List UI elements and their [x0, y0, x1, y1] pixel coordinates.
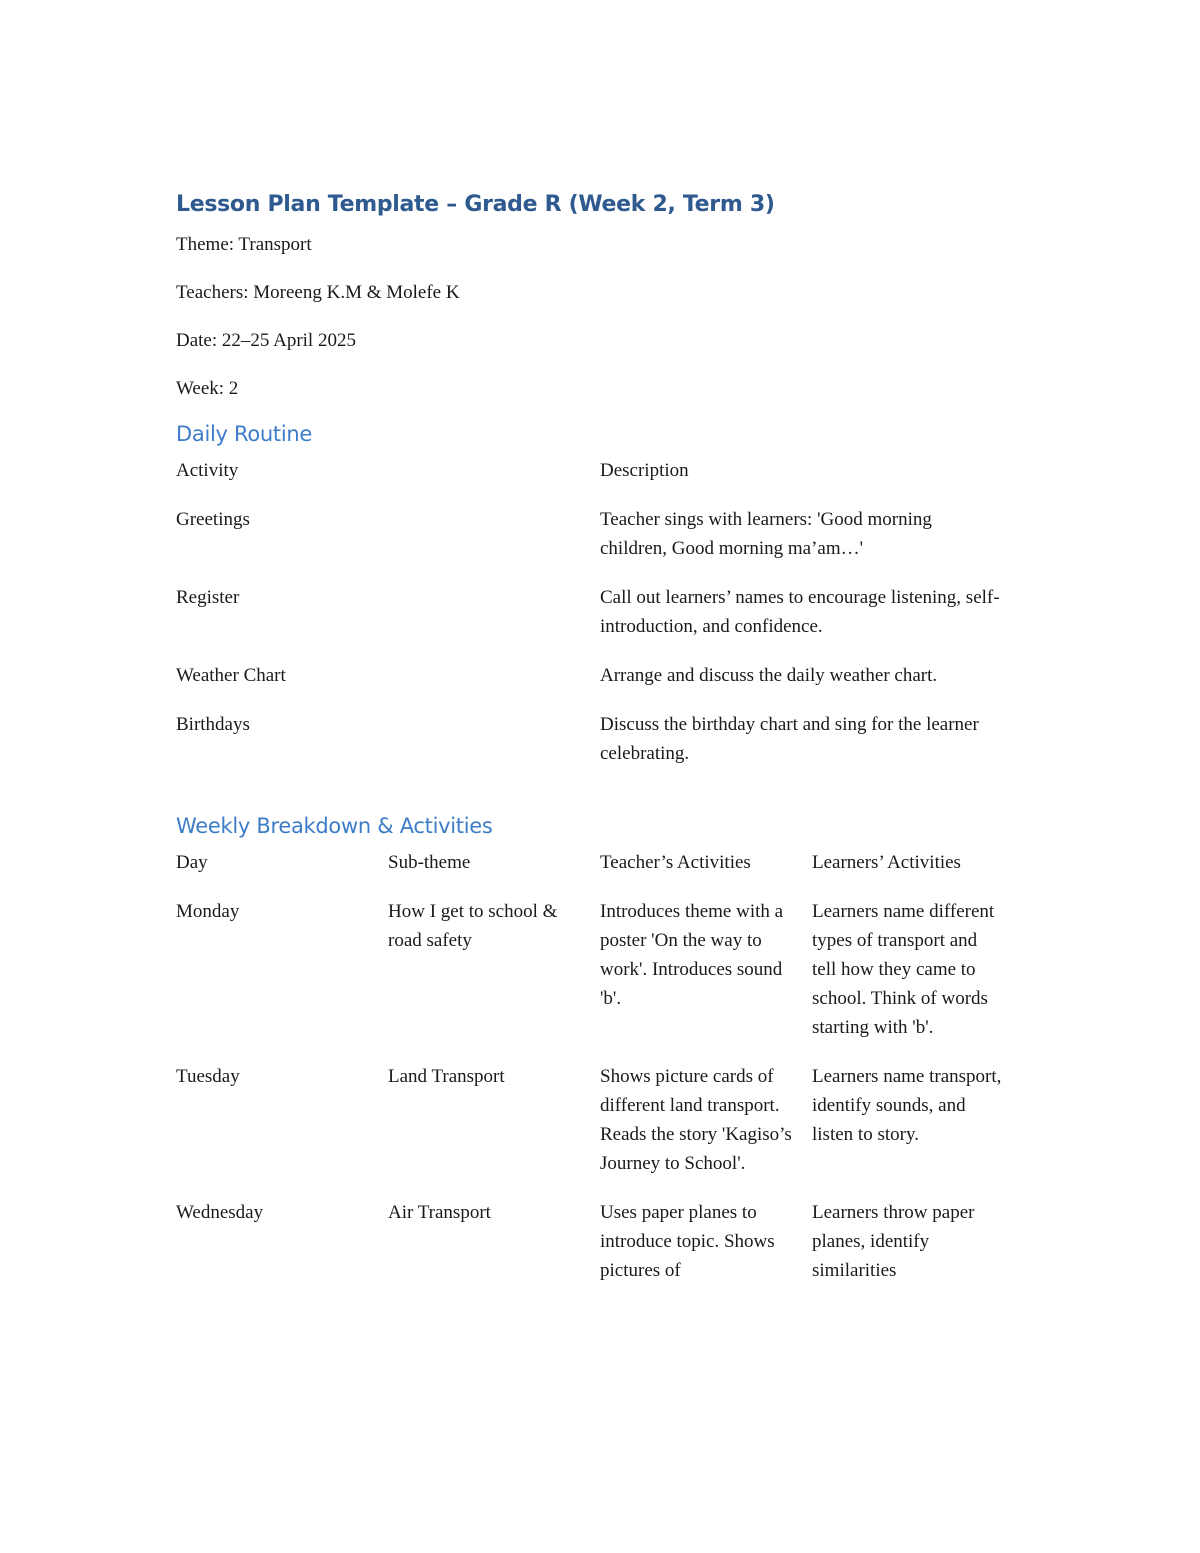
- column-header-day: Day: [176, 852, 208, 873]
- column-header-activity: Activity: [176, 460, 239, 481]
- daily-routine-table: [176, 456, 1012, 788]
- weekly-day: Tuesday: [176, 1066, 240, 1087]
- routine-description: Arrange and discuss the daily weather chart.: [600, 665, 938, 686]
- column-header-subtheme: Sub-theme: [388, 852, 471, 873]
- week-line: Week: 2: [176, 378, 239, 399]
- theme-line: Theme: Transport: [176, 234, 312, 255]
- date-line: Date: 22–25 April 2025: [176, 330, 356, 351]
- column-header-teacher-activities: Teacher’s Activities: [600, 852, 751, 873]
- weekly-learner-activity: Learners name different types of transport and tell how they came to school. Think of words starting with 'b'.: [812, 901, 995, 1038]
- teachers-line: Teachers: Moreeng K.M & Molefe K: [176, 282, 460, 303]
- weekly-subtheme: Air Transport: [388, 1202, 491, 1223]
- document-title: Lesson Plan Template – Grade R (Week 2, Term 3): [176, 192, 775, 217]
- routine-activity: Birthdays: [176, 714, 250, 735]
- table-header-row: [176, 456, 1012, 505]
- table-row: [176, 710, 1012, 788]
- weekly-learner-activity: Learners throw paper planes, identify similarities: [812, 1202, 975, 1281]
- weekly-teacher-activity: Shows picture cards of different land transport. Reads the story 'Kagiso’s Journey to School'.: [600, 1066, 792, 1174]
- routine-activity: Register: [176, 587, 240, 608]
- weekly-teacher-activity: Uses paper planes to introduce topic. Shows pictures of: [600, 1202, 775, 1281]
- column-header-description: Description: [600, 460, 689, 481]
- section-spacer: [176, 788, 1026, 810]
- weekly-breakdown-heading: Weekly Breakdown & Activities: [176, 814, 493, 838]
- routine-description: Discuss the birthday chart and sing for the learner celebrating.: [600, 714, 979, 764]
- weekly-subtheme: How I get to school & road safety: [388, 901, 558, 951]
- weekly-breakdown-table: [176, 848, 1012, 1305]
- table-row: [176, 1198, 1012, 1305]
- routine-activity: Weather Chart: [176, 665, 286, 686]
- table-header-row: [176, 848, 1012, 897]
- table-row: [176, 661, 1012, 710]
- document-content: [176, 188, 1026, 1305]
- weekly-teacher-activity: Introduces theme with a poster 'On the way to work'. Introduces sound 'b'.: [600, 901, 784, 1009]
- table-row: [176, 897, 1012, 1062]
- table-row: [176, 1062, 1012, 1198]
- weekly-day: Wednesday: [176, 1202, 264, 1223]
- routine-description: Call out learners’ names to encourage listening, self-introduction, and confidence.: [600, 587, 1000, 637]
- table-row: [176, 583, 1012, 661]
- weekly-subtheme: Land Transport: [388, 1066, 505, 1087]
- routine-description: Teacher sings with learners: 'Good morning children, Good morning ma’am…': [600, 509, 932, 559]
- routine-activity: Greetings: [176, 509, 250, 530]
- column-header-learner-activities: Learners’ Activities: [812, 852, 961, 873]
- daily-routine-heading: Daily Routine: [176, 422, 313, 446]
- weekly-learner-activity: Learners name transport, identify sounds, and listen to story.: [812, 1066, 1002, 1145]
- table-row: [176, 505, 1012, 583]
- weekly-day: Monday: [176, 901, 240, 922]
